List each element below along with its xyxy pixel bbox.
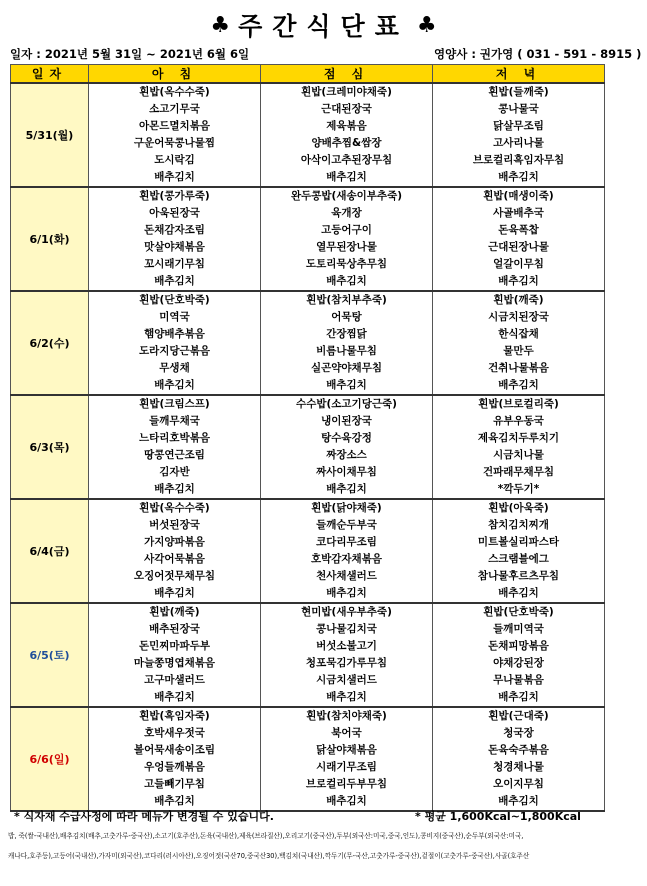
breakfast-cell <box>89 707 261 811</box>
menu-item: 김자반 <box>159 466 190 478</box>
menu-item: 도토리묵상추무침 <box>305 258 388 270</box>
breakfast-cell <box>89 499 261 603</box>
menu-item: 흰밥(단호박죽) <box>139 294 210 306</box>
menu-item: 흰밥(콩가루죽) <box>139 190 210 202</box>
day-row <box>11 707 605 811</box>
calorie-info: * 평균 1,600Kcal~1,800Kcal <box>415 810 581 823</box>
menu-item: 버섯소불고기 <box>316 640 377 652</box>
menu-item: 구운어묵콩나물찜 <box>133 137 216 149</box>
menu-item: 건파래무채무침 <box>482 466 554 478</box>
menu-item: 건취나물볶음 <box>488 362 549 374</box>
day-row <box>11 395 605 499</box>
date-cell: 6/3(목) <box>11 395 89 499</box>
breakfast-cell <box>89 603 261 707</box>
lunch-cell <box>261 83 433 187</box>
menu-body <box>11 83 605 811</box>
menu-item: 브로컬리두부무침 <box>305 778 388 790</box>
menu-item: 아삭이고추된장무침 <box>300 154 393 166</box>
menu-item: 배추김치 <box>154 795 195 807</box>
menu-item: 돈육폭찹 <box>498 224 539 236</box>
menu-item: 배추김치 <box>154 171 195 183</box>
nutritionist-label: 영양사 : 권가영 ( 031 - 591 - 8915 ) <box>434 47 642 61</box>
menu-item: 흰밥(깨죽) <box>493 294 544 306</box>
menu-item: 콩나물국 <box>498 103 539 115</box>
menu-item: 완두콩밥(새송이부추죽) <box>290 190 403 202</box>
day-row <box>11 187 605 291</box>
breakfast-cell <box>89 291 261 395</box>
title-row <box>0 8 647 42</box>
menu-item: 마늘쫑명엽채볶음 <box>133 657 216 669</box>
menu-item: 배추김치 <box>498 171 539 183</box>
menu-item: 현미밥(새우부추죽) <box>301 606 392 618</box>
menu-item: 흰밥(크림스프) <box>139 398 210 410</box>
dinner-cell <box>433 187 605 291</box>
lunch-cell <box>261 291 433 395</box>
menu-item: 청포묵김가루무침 <box>305 657 388 669</box>
menu-item: 참치김치찌개 <box>488 519 549 531</box>
menu-item: 흰밥(흑임자죽) <box>139 710 210 722</box>
origin-info-line: 밥, 죽(쌀-국내산),배추김치(배추,고춧가루-중국산),소고기(호주산),돈육(국내산),제육(브라질산),오리고기(중국산),두부(외국산:미국,중국,인도),콩비지(중국산),순두부(외국산:미국, <box>8 832 524 840</box>
menu-item: 흰밥(크레미야채죽) <box>301 86 392 98</box>
menu-item: 돈채감자조림 <box>144 224 205 236</box>
menu-item: 사골배추국 <box>493 207 544 219</box>
menu-item: 참나물후르츠무침 <box>477 570 560 582</box>
menu-item: *깍두기* <box>497 483 540 495</box>
page-title: 주간식단표 <box>238 12 409 41</box>
menu-item: 흰밥(옥수수죽) <box>139 86 210 98</box>
menu-item: 브로컬리흑임자무침 <box>472 154 565 166</box>
menu-item: 배추김치 <box>154 275 195 287</box>
menu-item: 배추된장국 <box>149 623 200 635</box>
menu-item: 육개장 <box>331 207 362 219</box>
menu-item: 미트볼실리파스타 <box>477 536 560 548</box>
menu-item: 아몬드멸치볶음 <box>138 120 210 132</box>
menu-item: 탕수육강정 <box>321 432 372 444</box>
date-cell: 6/2(수) <box>11 291 89 395</box>
menu-item: 배추김치 <box>326 795 367 807</box>
day-row <box>11 603 605 707</box>
menu-item: 사각어묵볶음 <box>144 553 205 565</box>
menu-item: 흰밥(옥수수죽) <box>139 502 210 514</box>
menu-item: 흰밥(들깨죽) <box>488 86 549 98</box>
club-icon: ♣ <box>210 12 231 38</box>
menu-item: 유부우동국 <box>493 415 544 427</box>
menu-item: 무생채 <box>159 362 190 374</box>
menu-item: 배추김치 <box>154 483 195 495</box>
header-row <box>11 65 605 84</box>
menu-item: 고구마샐러드 <box>144 674 205 686</box>
lunch-cell <box>261 395 433 499</box>
weekly-menu-table <box>10 64 605 812</box>
menu-item: 흰밥(참치야채죽) <box>306 710 387 722</box>
menu-item: 느타리호박볶음 <box>138 432 210 444</box>
menu-item: 비름나물무침 <box>316 345 377 357</box>
menu-item: 미역국 <box>159 311 190 323</box>
menu-item: 냉이된장국 <box>321 415 372 427</box>
menu-item: 배추김치 <box>154 691 195 703</box>
menu-item: 돈민찌마파두부 <box>138 640 210 652</box>
menu-item: 닭살무조림 <box>493 120 544 132</box>
menu-item: 무나물볶음 <box>493 674 544 686</box>
menu-item: 배추김치 <box>326 275 367 287</box>
menu-item: 고등어구이 <box>321 224 372 236</box>
dinner-cell <box>433 499 605 603</box>
menu-item: 제육김치두루치기 <box>477 432 560 444</box>
menu-item: 흰밥(단호박죽) <box>483 606 554 618</box>
menu-item: 들깨미역국 <box>493 623 544 635</box>
menu-item: 근대된장나물 <box>488 241 549 253</box>
menu-item: 배추김치 <box>498 795 539 807</box>
dinner-cell <box>433 395 605 499</box>
menu-item: 배추김치 <box>498 275 539 287</box>
menu-item: 천사채샐러드 <box>316 570 377 582</box>
menu-item: 배추김치 <box>326 691 367 703</box>
menu-item: 배추김치 <box>154 587 195 599</box>
menu-item: 시래기무조림 <box>316 761 377 773</box>
dinner-cell <box>433 83 605 187</box>
menu-item: 배추김치 <box>498 587 539 599</box>
menu-item: 흰밥(아욱죽) <box>488 502 549 514</box>
day-row <box>11 83 605 187</box>
lunch-cell <box>261 707 433 811</box>
menu-item: 땅콩연근조림 <box>144 449 205 461</box>
menu-item: 아욱된장국 <box>149 207 200 219</box>
menu-item: 어묵탕 <box>331 311 362 323</box>
menu-item: 짜사이채무침 <box>316 466 377 478</box>
menu-item: 오징어젓무채무침 <box>133 570 216 582</box>
menu-item: 배추김치 <box>326 587 367 599</box>
menu-item: 흰밥(근대죽) <box>488 710 549 722</box>
menu-item: 꼬시래기무침 <box>144 258 205 270</box>
menu-item: 한식잡채 <box>498 328 539 340</box>
menu-item: 오이지무침 <box>493 778 544 790</box>
menu-item: 도시락김 <box>154 154 195 166</box>
menu-item: 흰밥(브로컬리죽) <box>478 398 559 410</box>
date-cell: 6/4(금) <box>11 499 89 603</box>
menu-item: 코다리무조림 <box>316 536 377 548</box>
date-cell: 5/31(월) <box>11 83 89 187</box>
day-row <box>11 291 605 395</box>
menu-item: 열무된장나물 <box>316 241 377 253</box>
column-header-breakfast: 아 침 <box>89 65 261 84</box>
dinner-cell <box>433 603 605 707</box>
menu-item: 스크램블에그 <box>488 553 549 565</box>
menu-item: 콩나물김치국 <box>316 623 377 635</box>
menu-item: 간장찜닭 <box>326 328 367 340</box>
menu-item: 햄양배추볶음 <box>144 328 205 340</box>
menu-item: 닭살야채볶음 <box>316 744 377 756</box>
menu-item: 흰밥(깨죽) <box>149 606 200 618</box>
menu-item: 고사리나물 <box>493 137 544 149</box>
menu-item: 볼어묵새송이조림 <box>133 744 216 756</box>
breakfast-cell <box>89 187 261 291</box>
dinner-cell <box>433 707 605 811</box>
menu-item: 흰밥(참치부추죽) <box>306 294 387 306</box>
lunch-cell <box>261 603 433 707</box>
origin-info-line: 캐나다,호주등),고등어(국내산),가자미(외국산),코다리(러시아산),오징어젓(국산70,중국산30),백김치(국내산),깍두기(무-국산,고춧가루-중국산),겉절이(고춧가루-중국산),사골(호주산 <box>8 852 530 860</box>
menu-item: 고들빼기무침 <box>144 778 205 790</box>
menu-item: 도라지당근볶음 <box>138 345 210 357</box>
menu-item: 우엉들깨볶음 <box>144 761 205 773</box>
menu-item: 들깨순두부국 <box>316 519 377 531</box>
menu-item: 물만두 <box>503 345 534 357</box>
menu-item: 청경채나물 <box>493 761 544 773</box>
dinner-cell <box>433 291 605 395</box>
menu-item: 양배추찜&쌈장 <box>311 137 382 149</box>
menu-item: 근대된장국 <box>321 103 372 115</box>
date-cell: 6/6(일) <box>11 707 89 811</box>
column-header-dinner: 저 녁 <box>433 65 605 84</box>
menu-item: 짜장소스 <box>326 449 367 461</box>
menu-item: 수수밥(소고기당근죽) <box>296 398 397 410</box>
menu-item: 맛살야채볶음 <box>144 241 205 253</box>
menu-item: 배추김치 <box>326 483 367 495</box>
lunch-cell <box>261 499 433 603</box>
menu-item: 배추김치 <box>498 691 539 703</box>
menu-item: 버섯된장국 <box>149 519 200 531</box>
club-icon: ♣ <box>416 12 437 38</box>
menu-item: 실곤약야채무침 <box>310 362 382 374</box>
breakfast-cell <box>89 395 261 499</box>
menu-item: 호박감자채볶음 <box>310 553 382 565</box>
menu-item: 배추김치 <box>326 379 367 391</box>
date-cell: 6/1(화) <box>11 187 89 291</box>
menu-item: 흰밥(매생이죽) <box>483 190 554 202</box>
column-header-lunch: 점 심 <box>261 65 433 84</box>
column-header-date: 일자 <box>11 65 89 84</box>
menu-item: 배추김치 <box>498 379 539 391</box>
menu-item: 소고기무국 <box>149 103 200 115</box>
menu-item: 제육볶음 <box>326 120 367 132</box>
menu-item: 들깨무채국 <box>149 415 200 427</box>
period-label: 일자 : 2021년 5월 31일 ~ 2021년 6월 6일 <box>10 47 250 61</box>
day-row <box>11 499 605 603</box>
menu-item: 호박새우젓국 <box>144 727 205 739</box>
menu-item: 가지양파볶음 <box>144 536 205 548</box>
menu-item: 북어국 <box>331 727 362 739</box>
menu-item: 돈채피망볶음 <box>488 640 549 652</box>
menu-item: 배추김치 <box>326 171 367 183</box>
breakfast-cell <box>89 83 261 187</box>
menu-item: 청국장 <box>503 727 534 739</box>
menu-item: 시금치된장국 <box>488 311 549 323</box>
menu-item: 돈육숙주볶음 <box>488 744 549 756</box>
menu-change-notice: * 식자재 수급사정에 따라 메뉴가 변경될 수 있습니다. <box>14 810 274 823</box>
menu-item: 시금치샐러드 <box>316 674 377 686</box>
menu-item: 야채강된장 <box>493 657 544 669</box>
lunch-cell <box>261 187 433 291</box>
menu-item: 얼갈이무침 <box>493 258 544 270</box>
date-cell: 6/5(토) <box>11 603 89 707</box>
menu-item: 흰밥(닭야채죽) <box>311 502 382 514</box>
menu-item: 시금치나물 <box>493 449 544 461</box>
menu-item: 배추김치 <box>154 379 195 391</box>
